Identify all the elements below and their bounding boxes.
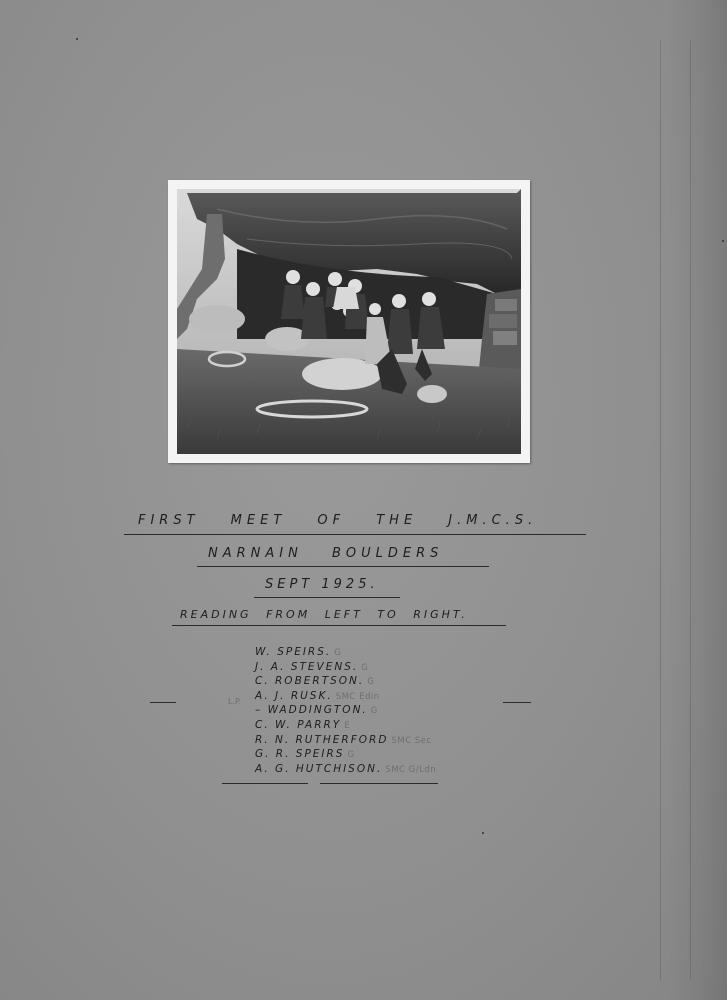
caption-instruction: READING FROM LEFT TO RIGHT. [180, 608, 468, 621]
list-item [255, 684, 436, 702]
person-note: SMC G/Ldn [385, 764, 437, 775]
person-name: C. ROBERTSON. [255, 675, 365, 688]
caption-title: FIRST MEET OF THE J.M.C.S. [138, 513, 538, 528]
person-name: G. R. SPEIRS [255, 748, 345, 761]
speck [76, 38, 78, 40]
person-note: G [347, 750, 355, 761]
margin-dash [150, 702, 176, 703]
margin-dash [503, 702, 531, 703]
list-item [255, 757, 437, 775]
person-note: SMC Edin [335, 691, 380, 702]
names-list [255, 640, 437, 775]
person-name: – WADDINGTON. [255, 704, 368, 717]
caption-underline [124, 534, 586, 535]
person-name: A. G. HUTCHISON. [255, 762, 383, 775]
page-crease [690, 40, 691, 980]
caption-underline [197, 566, 489, 567]
caption-underline [254, 597, 400, 598]
person-name: J. A. STEVENS. [255, 660, 359, 673]
person-note: E [344, 720, 351, 731]
closing-rule [222, 783, 308, 784]
person-note: SMC Sec [391, 735, 432, 746]
person-note: G [361, 662, 369, 673]
person-note: G [334, 648, 342, 658]
caption-date: SEPT 1925. [265, 577, 379, 592]
page-edge-shadow [667, 0, 727, 1000]
list-item [255, 640, 436, 658]
person-name: A. J. RUSK. [255, 689, 333, 702]
speck [722, 240, 724, 242]
closing-rule [320, 783, 438, 784]
person-name: C. W. PARRY [255, 718, 342, 731]
page-crease [660, 40, 661, 980]
caption-location: NARNAIN BOULDERS [208, 546, 444, 561]
list-item [255, 713, 436, 731]
person-note: G [367, 677, 375, 688]
person-name: R. N. RUTHERFORD [255, 733, 389, 746]
person-note: G [370, 706, 378, 717]
list-item [255, 728, 436, 746]
speck [482, 832, 484, 834]
mounted-photograph [168, 180, 530, 463]
caption-underline [172, 625, 506, 626]
list-item [255, 669, 436, 688]
person-name: W. SPEIRS. [255, 646, 332, 658]
list-item [255, 742, 436, 761]
margin-note: L.P. [228, 697, 242, 706]
group-photo-image [177, 189, 521, 454]
list-item [255, 698, 436, 717]
list-item [255, 655, 436, 673]
